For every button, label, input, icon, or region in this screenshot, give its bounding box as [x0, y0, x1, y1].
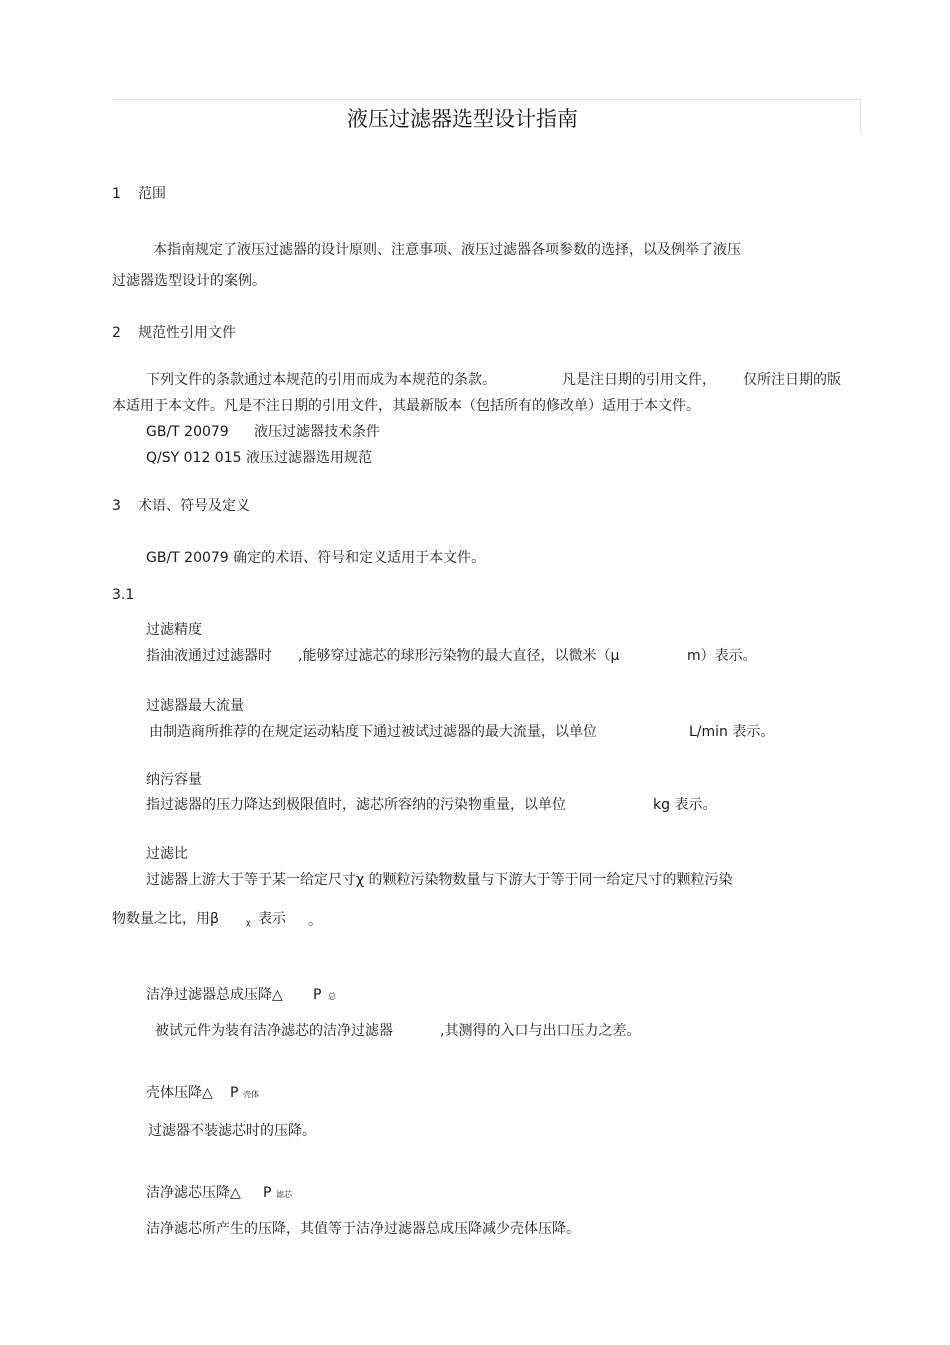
term-1-definition-part-a: 指油液通过过滤器时: [146, 648, 272, 664]
page-title: 液压过滤器选型设计指南: [347, 107, 578, 131]
section-1-paragraph-line1: 本指南规定了液压过滤器的设计原则、注意事项、液压过滤器各项参数的选择，以及例举了液压: [153, 242, 741, 258]
section-1-heading: 范围: [138, 186, 166, 202]
term-4-definition-line2-part-a: 物数量之比，用β: [112, 911, 219, 927]
term-1-definition-part-c: m）表示。: [687, 648, 757, 664]
term-5-symbol-subscript: 总: [328, 992, 336, 1001]
term-2-title: 过滤器最大流量: [146, 698, 244, 714]
section-3-heading: 术语、符号及定义: [138, 498, 250, 514]
term-5-definition-part-a: 被试元件为装有洁净滤芯的洁净过滤器: [155, 1023, 393, 1039]
section-3-paragraph: GB/T 20079 确定的术语、符号和定义适用于本文件。: [146, 550, 486, 566]
term-1-definition-part-b: ,能够穿过滤芯的球形污染物的最大直径，以微米（μ: [298, 648, 620, 664]
term-3-title: 纳污容量: [146, 772, 202, 788]
section-1-number: 1: [112, 186, 121, 202]
term-6-definition: 过滤器不装滤芯时的压降。: [148, 1123, 316, 1139]
term-2-definition-part-b: L/min 表示。: [689, 724, 775, 740]
section-3-number: 3: [112, 498, 121, 514]
term-4-definition-period: 。: [308, 913, 322, 929]
term-7-symbol: P: [263, 1185, 272, 1201]
header-rule: [112, 99, 860, 100]
term-3-definition-part-b: kg 表示。: [653, 797, 717, 813]
section-2-heading: 规范性引用文件: [138, 325, 236, 341]
term-6-symbol: P: [230, 1085, 239, 1101]
section-2-paragraph-line2: 本适用于本文件。凡是不注日期的引用文件，其最新版本（包括所有的修改单）适用于本文件。: [112, 398, 700, 414]
term-4-beta-subscript: χ: [246, 918, 251, 927]
reference-1-code: GB/T 20079: [146, 424, 229, 440]
section-2-paragraph-part-b: 凡是注日期的引用文件，: [562, 372, 716, 388]
term-5-symbol: P: [313, 987, 322, 1003]
term-3-definition-part-a: 指过滤器的压力降达到极限值时，滤芯所容纳的污染物重量，以单位: [146, 797, 566, 813]
term-6-symbol-subscript: 壳体: [243, 1090, 259, 1099]
reference-2: Q/SY 012 015 液压过滤器选用规范: [146, 450, 372, 466]
section-2-paragraph-part-c: 仅所注日期的版: [743, 372, 841, 388]
term-7-definition: 洁净滤芯所产生的压降，其值等于洁净过滤器总成压降减少壳体压降。: [146, 1221, 580, 1237]
subsection-3-1-number: 3.1: [112, 587, 135, 603]
term-7-title: 洁净滤芯压降△: [146, 1185, 241, 1201]
term-4-definition-line1: 过滤器上游大于等于某一给定尺寸χ 的颗粒污染物数量与下游大于等于同一给定尺寸的颗粒污染: [146, 872, 733, 888]
section-2-paragraph-part-a: 下列文件的条款通过本规范的引用而成为本规范的条款。: [146, 372, 496, 388]
section-1-paragraph-line2: 过滤器选型设计的案例。: [112, 273, 266, 289]
reference-1-title: 液压过滤器技术条件: [254, 424, 380, 440]
term-1-title: 过滤精度: [146, 622, 202, 638]
header-rule-tick: [860, 99, 861, 134]
term-4-title: 过滤比: [146, 846, 188, 862]
term-7-symbol-subscript: 滤芯: [276, 1190, 292, 1199]
section-2-number: 2: [112, 325, 121, 341]
term-6-title: 壳体压降△: [146, 1085, 213, 1101]
term-2-definition-part-a: 由制造商所推荐的在规定运动粘度下通过被试过滤器的最大流量，以单位: [149, 724, 597, 740]
term-5-title: 洁净过滤器总成压降△: [146, 987, 283, 1003]
term-5-definition-part-b: ,其测得的入口与出口压力之差。: [440, 1023, 641, 1039]
term-4-definition-line2-part-b: 表示: [258, 911, 286, 927]
